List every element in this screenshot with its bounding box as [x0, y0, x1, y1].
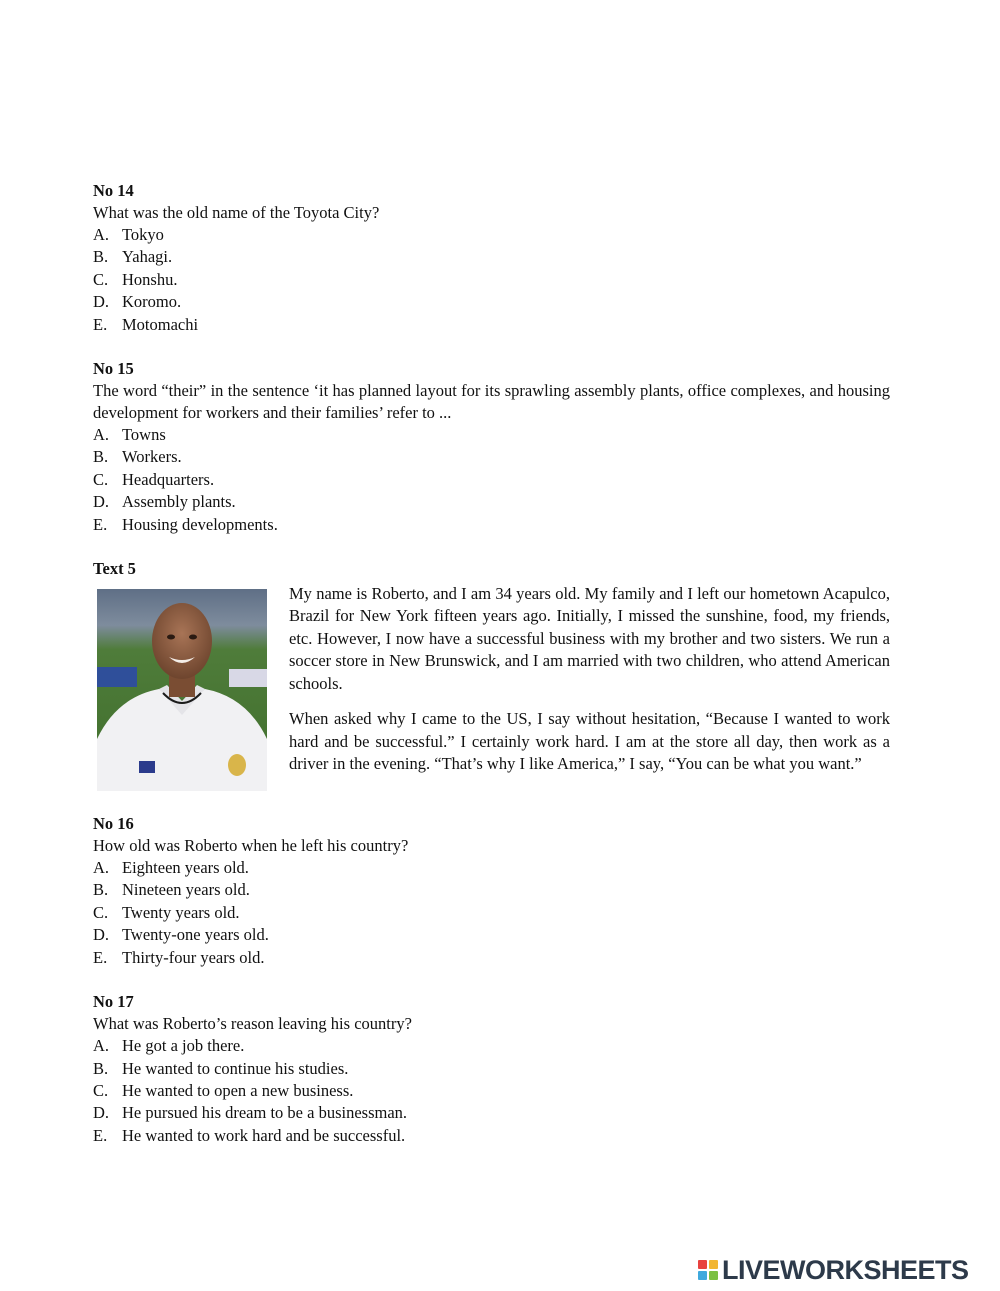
option-letter: D. [93, 1103, 110, 1123]
option-text: Yahagi. [122, 247, 173, 267]
option-c[interactable] [93, 1080, 890, 1102]
options-list [93, 857, 890, 969]
question-text: The word “their” in the sentence ‘it has planned layout for its sprawling assembly plants, office complexes, and housing development for workers and their families’ refer to ... [93, 381, 890, 423]
option-text: Assembly plants. [122, 492, 236, 512]
option-b[interactable] [93, 879, 890, 901]
option-letter: D. [93, 925, 110, 945]
option-text: Motomachi [122, 314, 199, 334]
option-text: Twenty years old. [122, 902, 240, 922]
question-number: No 15 [93, 359, 134, 379]
option-letter: A. [93, 858, 110, 878]
options-list [93, 1035, 890, 1147]
question-16 [93, 813, 890, 969]
logo-square-red [698, 1260, 707, 1269]
logo-mark-icon [698, 1260, 718, 1280]
option-letter: C. [93, 902, 109, 922]
option-text: He wanted to open a new business. [122, 1080, 354, 1100]
passage-paragraph-2: When asked why I came to the US, I say without hesitation, “Because I wanted to work hard and be successful.” I certainly work hard. I am at the store all day, then work as a driver in the evening. “That’s why I like America,” I say, “You can be what you want.” [289, 709, 890, 773]
question-number: No 16 [93, 814, 134, 834]
text-title: Text 5 [93, 559, 136, 579]
option-letter: E. [93, 514, 108, 534]
option-letter: E. [93, 947, 108, 967]
option-text: Eighteen years old. [122, 858, 249, 878]
option-c[interactable] [93, 902, 890, 924]
option-a[interactable] [93, 857, 890, 879]
option-d[interactable] [93, 491, 890, 513]
logo-square-yellow [709, 1260, 718, 1269]
option-letter: A. [93, 225, 110, 244]
passage-paragraph-1: My name is Roberto, and I am 34 years old. My family and I left our hometown Acapulco, Brazil for New York fifteen years ago. Initially, I missed the sunshine, food, my friends, etc. However, I now have a successful business with my brother and two sisters. We run a soccer store in New Brunswick, and I am married with two children, who attend American schools. [289, 584, 890, 693]
question-14 [93, 180, 890, 336]
option-text: Honshu. [122, 269, 178, 289]
option-text: Thirty-four years old. [122, 947, 265, 967]
option-d[interactable] [93, 291, 890, 313]
question-text: What was Roberto’s reason leaving his country? [93, 1014, 412, 1034]
question-15 [93, 358, 890, 536]
option-letter: A. [93, 425, 110, 445]
option-text: He got a job there. [122, 1036, 245, 1056]
logo-square-blue [698, 1271, 707, 1280]
option-letter: D. [93, 292, 110, 312]
question-text: How old was Roberto when he left his country? [93, 836, 409, 856]
option-letter: D. [93, 492, 110, 512]
option-b[interactable] [93, 1058, 890, 1080]
option-b[interactable] [93, 446, 890, 468]
text-body [93, 583, 890, 791]
options-list [93, 424, 890, 536]
question-17 [93, 991, 890, 1147]
option-text: Headquarters. [122, 469, 215, 489]
worksheet-page [93, 180, 890, 1169]
option-letter: C. [93, 1080, 109, 1100]
option-text: He wanted to continue his studies. [122, 1058, 349, 1078]
option-letter: A. [93, 1036, 110, 1056]
option-e[interactable] [93, 1125, 890, 1147]
option-letter: C. [93, 269, 109, 289]
option-text: Tokyo [122, 225, 164, 244]
option-text: Twenty-one years old. [122, 925, 269, 945]
option-d[interactable] [93, 1102, 890, 1124]
option-text: He wanted to work hard and be successful. [122, 1125, 406, 1145]
option-c[interactable] [93, 469, 890, 491]
option-text: Towns [122, 425, 166, 445]
option-text: Koromo. [122, 292, 182, 312]
logo-square-green [709, 1271, 718, 1280]
option-text: He pursued his dream to be a businessman. [122, 1103, 408, 1123]
question-number: No 17 [93, 992, 134, 1012]
question-text: What was the old name of the Toyota City? [93, 203, 380, 222]
option-d[interactable] [93, 924, 890, 946]
reading-text-5 [93, 558, 890, 791]
option-e[interactable] [93, 947, 890, 969]
option-a[interactable] [93, 1035, 890, 1057]
option-e[interactable] [93, 314, 890, 336]
option-c[interactable] [93, 269, 890, 291]
option-letter: C. [93, 469, 109, 489]
options-list [93, 224, 890, 336]
option-e[interactable] [93, 514, 890, 536]
option-letter: B. [93, 880, 109, 900]
option-letter: B. [93, 447, 109, 467]
option-letter: E. [93, 1125, 108, 1145]
option-a[interactable] [93, 224, 890, 246]
option-a[interactable] [93, 424, 890, 446]
option-text: Housing developments. [122, 514, 278, 534]
option-b[interactable] [93, 246, 890, 268]
roberto-photo [97, 589, 267, 791]
option-letter: E. [93, 314, 108, 334]
option-text: Workers. [122, 447, 182, 467]
liveworksheets-logo[interactable] [698, 1256, 969, 1284]
passage [289, 583, 890, 788]
option-letter: B. [93, 1058, 109, 1078]
option-text: Nineteen years old. [122, 880, 250, 900]
question-number: No 14 [93, 181, 134, 200]
option-letter: B. [93, 247, 109, 267]
logo-text: LIVEWORKSHEETS [722, 1254, 969, 1285]
